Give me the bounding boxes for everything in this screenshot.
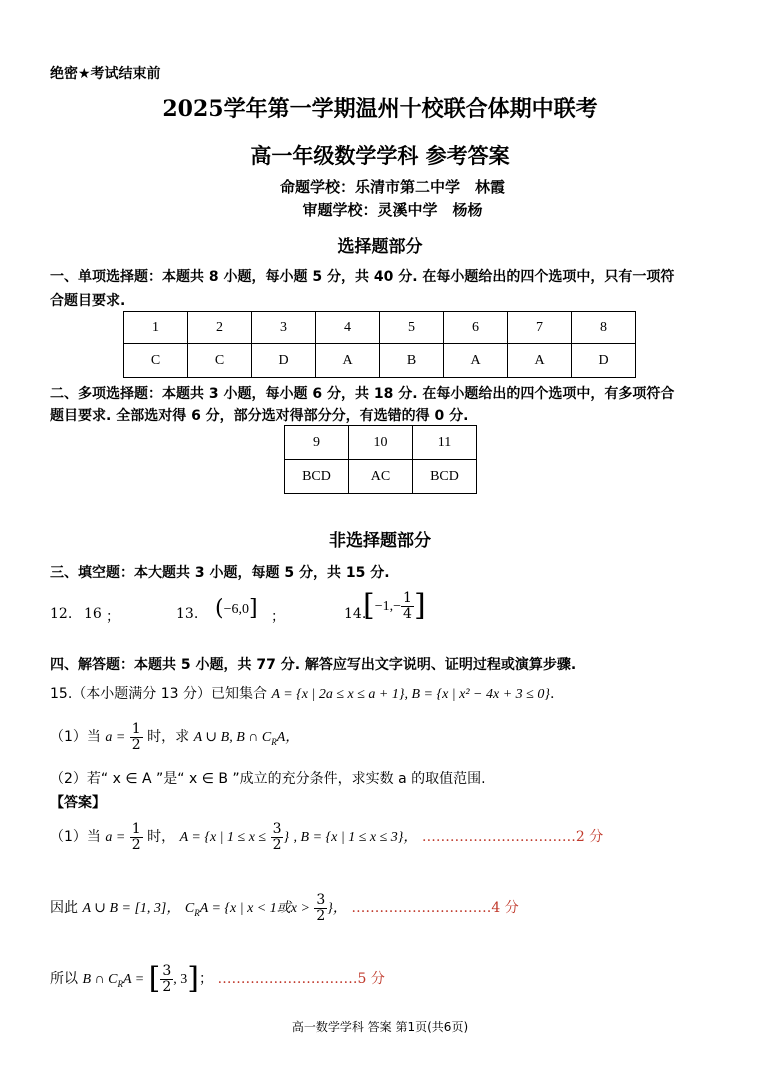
answer-cell: A	[316, 344, 380, 378]
s1-set-a: A = {x | 1 ≤ x ≤	[179, 830, 267, 846]
q15-set-a: A = {x | 2a ≤ x ≤ a + 1}	[271, 687, 405, 702]
page-footer: 高一数学学科 答案 第1页(共6页)	[291, 1020, 469, 1034]
frac-den: 2	[272, 836, 282, 853]
question-number: 3	[252, 312, 316, 344]
q13-interval: −6,0	[223, 602, 249, 617]
fill-intro: 三、填空题：本大题共 3 小题，每题 5 分，共 15 分.	[50, 565, 390, 581]
s3-interval-right: , 3	[173, 972, 188, 988]
s1-set-b: , B = {x | 1 ≤ x ≤ 3}，	[293, 830, 418, 846]
q15-set-b: B = {x | x² − 4x + 3 ≤ 0}	[411, 687, 550, 702]
answer-cell: BCD	[285, 460, 349, 494]
question-number: 10	[349, 426, 413, 460]
frac-den: 2	[316, 907, 326, 924]
s2-comp-tail: A = {x | x < 1或x >	[199, 901, 310, 917]
solution-step1: （1）当 a = $\frac{1}{2}$ 时， A = {x | 1 ≤ x ≤ $\frac{3}{2}$ } , B = {x | 1 ≤ x ≤ 3}， ……………………………2 分	[50, 821, 604, 853]
answer-cell: B	[380, 344, 444, 378]
single-choice-table	[123, 311, 636, 378]
s2-sub: R	[194, 907, 200, 918]
table-row	[285, 426, 477, 460]
q15-stem-text: 15.（本小题满分 13 分）已知集合	[50, 686, 267, 702]
question-number: 2	[188, 312, 252, 344]
table-row	[124, 344, 636, 378]
frac-den: 2	[162, 978, 172, 995]
exam-title: 2025学年第一学期温州十校联合体期中联考	[162, 96, 598, 122]
answer-cell: C	[124, 344, 188, 378]
q12-separator: ；	[106, 609, 120, 625]
answer-cell: D	[572, 344, 636, 378]
s2-score: 4 分	[491, 900, 519, 917]
multi-choice-intro-line1: 二、多项选择题：本题共 3 小题，每小题 6 分，共 18 分. 在每小题给出的四个选项中，有多项符合	[50, 386, 675, 402]
solution-step2: 因此 A ∪ B = [1, 3]， $C_RA = \{x$ | x < 1或x > $\frac{3}{2}$ }， …………………………4 分	[50, 892, 519, 924]
q12-label: 12.	[50, 606, 73, 622]
question-number: 6	[444, 312, 508, 344]
q15-p1-a: a =	[105, 730, 126, 746]
question-number: 1	[124, 312, 188, 344]
single-choice-intro	[50, 266, 674, 286]
frac-num: 1	[131, 821, 141, 837]
answer-cell: BCD	[413, 460, 477, 494]
answer-cell: C	[188, 344, 252, 378]
q12-answer: 16	[84, 606, 102, 622]
question-number: 5	[380, 312, 444, 344]
s3-score: 5 分	[357, 971, 385, 988]
s2-prefix: 因此	[50, 900, 78, 917]
q15-p1-fraction	[130, 722, 143, 752]
s1-a: a =	[105, 830, 126, 846]
s1-mid: 时，	[147, 829, 176, 846]
single-choice-intro-2	[50, 290, 125, 310]
single-choice-intro-line2: 合题目要求.	[50, 293, 126, 309]
frac-den: 2	[131, 836, 141, 853]
s1-fraction-32	[271, 822, 284, 852]
answer-cell: A	[444, 344, 508, 378]
secret-label: 绝密★考试结束前	[50, 66, 161, 82]
answer-cell: D	[252, 344, 316, 378]
q15-part1	[50, 722, 299, 752]
author-line: 命题学校：乐清市第二中学 林霞	[279, 178, 505, 196]
exam-subtitle: 高一年级数学学科 参考答案	[250, 144, 510, 168]
q14-interval-left: −1,−	[374, 599, 402, 615]
s1-score: 2 分	[575, 829, 604, 846]
s2-fraction-32	[314, 893, 327, 923]
q15-stem: 15.（本小题满分 13 分）已知集合 A = {x | 2a ≤ x ≤ a + 1}, B = {x | x² − 4x + 3 ≤ 0}.	[50, 686, 555, 702]
question-number: 7	[508, 312, 572, 344]
multi-choice-table	[284, 425, 477, 494]
q14-answer: [−1,− $\frac{1}{4}$ ]	[363, 588, 426, 624]
s2-union: A ∪ B = [1, 3]，	[82, 901, 181, 917]
q14-fraction	[401, 591, 414, 621]
question-number: 8	[572, 312, 636, 344]
s3-fraction-32	[160, 964, 173, 994]
s3-expr: B ∩ C	[82, 972, 118, 988]
q14-frac-den: 4	[403, 605, 412, 622]
frac-num: 1	[131, 721, 141, 737]
s3-tail: A =	[122, 972, 145, 988]
q13-answer: (−6,0]	[215, 596, 258, 621]
review-line: 审题学校：灵溪中学 杨杨	[302, 201, 483, 219]
single-choice-intro-line1: 一、单项选择题：本题共 8 小题，每小题 5 分，共 40 分. 在每小题给出的四个选项中，只有一项符	[50, 269, 675, 285]
multi-choice-intro	[50, 383, 674, 403]
table-row	[285, 460, 477, 494]
s3-sub: R	[117, 978, 123, 989]
q15-p1-prefix: （1）当	[50, 729, 101, 746]
q14-label: 14.	[344, 606, 367, 622]
multi-choice-intro-line2: 题目要求. 全部选对得 6 分，部分选对得部分分，有选错的得 0 分.	[50, 408, 469, 424]
q14-frac-num: 1	[403, 590, 412, 606]
q15-p1-mid: 时，求	[147, 729, 190, 746]
s2-comp: C	[184, 901, 195, 917]
solve-intro: 四、解答题：本题共 5 小题，共 77 分. 解答应写出文字说明、证明过程或演算步骤.	[50, 657, 577, 673]
question-number: 4	[316, 312, 380, 344]
answer-label: 【答案】	[50, 795, 106, 811]
frac-num: 3	[316, 892, 326, 908]
answer-cell: AC	[349, 460, 413, 494]
section-heading-nonchoice: 非选择题部分	[329, 531, 431, 551]
q15-p1-sub: R	[271, 736, 277, 747]
frac-den: 2	[131, 736, 141, 753]
s3-prefix: 所以	[50, 971, 78, 988]
q15-part2: （2）若“ x ∈ A ”是“ x ∈ B ”成立的充分条件，求实数 a 的取值范围.	[50, 771, 486, 787]
multi-choice-intro-2	[50, 405, 469, 425]
q15-p1-expr: A ∪ B, B ∩ C	[193, 730, 272, 746]
frac-num: 3	[272, 821, 282, 837]
q13-label: 13.	[176, 606, 199, 622]
question-number: 11	[413, 426, 477, 460]
q13-separator: ；	[271, 609, 285, 625]
q15-p1-end: A，	[276, 730, 300, 746]
question-number: 9	[285, 426, 349, 460]
section-heading-choice: 选择题部分	[337, 237, 423, 257]
frac-num: 3	[162, 963, 172, 979]
s1-fraction-half	[130, 822, 143, 852]
table-row	[124, 312, 636, 344]
solution-step3: 所以 B ∩ $C_RA$ = [ $\frac{3}{2}$ , 3]； …………………………5 分	[50, 961, 385, 997]
answer-cell: A	[508, 344, 572, 378]
s1-prefix: （1）当	[50, 829, 101, 846]
